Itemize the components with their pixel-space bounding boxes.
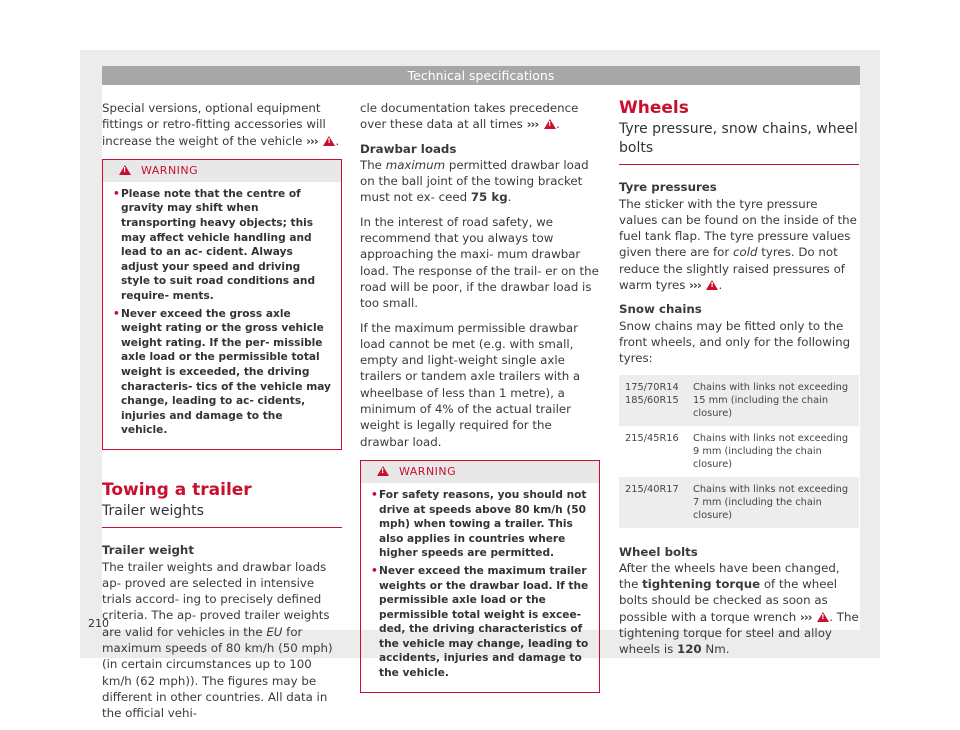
table-row (619, 477, 859, 528)
page-header: Technical specifications (102, 66, 860, 85)
page-number: 210 (88, 617, 109, 630)
trailer-weight-heading: Trailer weight (102, 543, 194, 558)
warning-item: • Never exceed the gross axle weight rating or the gross vehicle weight rating. If the per- missible axle load or the permissible total weight is exceeded, the driving characteris- tics of the vehicle may change, leading to ac- cidents, injuries and damage to the vehicle. (113, 307, 331, 438)
warning-triangle-icon (706, 280, 718, 290)
warning-header: ! WARNING (361, 461, 599, 483)
table-row (619, 426, 859, 477)
drawbar-heading: Drawbar loads (360, 141, 457, 156)
warning-box (360, 460, 600, 693)
cross-reference-arrow[interactable]: ››› (689, 278, 701, 293)
tyre-size-cell: 215/45R16 (619, 426, 687, 477)
tyre-pressures-heading: Tyre pressures (619, 180, 717, 195)
tyre-pressures-paragraph: The sticker with the tyre pressure values can be found on the inside of the fuel tank flap. The tyre pressure values given there are for cold tyres. Do not reduce the slightly raised pressures of warm tyres ››› ! . (619, 196, 859, 294)
warning-triangle-icon (544, 119, 556, 129)
trailer-weight-paragraph: The trailer weights and drawbar loads ap- proved are selected in intensive trials accord- ing to precisely defined criteria. The ap- proved trailer weights are valid for vehicles in the EU for maximum speeds of 80 km/h (50 mph) (in certain circumstances up to 100 km/h (62 mph)). The figures may be different in other countries. All data in the official vehi- (102, 559, 333, 721)
intro-paragraph: Special versions, optional equipment fittings or retro-fitting accessories will increase the weight of the vehicle ››› ! . (102, 100, 342, 149)
column-left (102, 100, 342, 730)
warning-body (103, 182, 341, 449)
warning-triangle-icon (817, 612, 829, 622)
section-title-towing: Towing a trailer (102, 479, 252, 500)
warning-triangle-icon (323, 136, 335, 146)
warning-triangle-icon (119, 165, 131, 175)
cross-reference-arrow[interactable]: ››› (799, 609, 812, 624)
column-right (619, 100, 859, 666)
section-subtitle-tyre: Tyre pressure, snow chains, wheel bolts (619, 120, 859, 165)
chain-spec-cell: Chains with links not exceeding 9 mm (including the chain closure) (687, 426, 859, 477)
continued-paragraph: cle documentation takes precedence over these data at all times ››› ! . (360, 100, 600, 133)
warning-header: ! WARNING (103, 160, 341, 182)
section-subtitle-trailer-weights: Trailer weights (102, 502, 342, 528)
table-row (619, 375, 859, 426)
warning-box (102, 159, 342, 450)
cross-reference-arrow[interactable]: ››› (526, 117, 539, 132)
warning-body (361, 483, 599, 692)
snow-chains-heading: Snow chains (619, 302, 702, 317)
minimum-load-paragraph: If the maximum permissible drawbar load cannot be met (e.g. with small, empty and light-weight single axle trailers or tandem axle trailers with a wheelbase of less than 1 metre), a minimum of 4% of the actual trailer weight is legally required for the drawbar load. (360, 320, 581, 449)
snow-chains-table (619, 375, 859, 528)
warning-item: • Please note that the centre of gravity may shift when transporting heavy objects; this may affect vehicle handling and lead to an ac- cident. Always adjust your speed and driving style to suit road conditions and require- ments. (113, 187, 331, 304)
chain-spec-cell: Chains with links not exceeding 15 mm (including the chain closure) (687, 375, 859, 426)
tyre-size-cell: 175/70R14 185/60R15 (619, 375, 687, 426)
section-title-wheels: Wheels (619, 98, 689, 118)
cross-reference-arrow[interactable]: ››› (306, 133, 318, 148)
tyre-size-cell: 215/40R17 (619, 477, 687, 528)
wheel-bolts-heading: Wheel bolts (619, 544, 698, 559)
snow-chains-paragraph: Snow chains may be fitted only to the front wheels, and only for the following tyres: (619, 318, 851, 366)
warning-item: • Never exceed the maximum trailer weights or the drawbar load. If the permissible axle load or the permissible total weight is excee- ded, the driving characteristics of the vehicle may change, leading to accidents, injuries and damage to the vehicle. (371, 564, 589, 681)
warning-item: • For safety reasons, you should not drive at speeds above 80 km/h (50 mph) when towing a trailer. This also applies in countries where higher speeds are permitted. (371, 488, 589, 561)
column-middle (360, 100, 600, 693)
recommendation-paragraph: In the interest of road safety, we recommend that you always tow approaching the maxi- mum drawbar load. The response of the trail- er on the road will be poor, if the drawbar load is too small. (360, 214, 599, 311)
drawbar-paragraph: The maximum permitted drawbar load on the ball joint of the towing bracket must not ex- ceed 75 kg. (360, 157, 589, 205)
wheel-bolts-paragraph: After the wheels have been changed, the tightening torque of the wheel bolts should be checked as soon as possible with a torque wrench ››› ! . The tightening torque for steel and alloy wheels is 120 Nm. (619, 560, 859, 658)
warning-triangle-icon (377, 466, 389, 476)
chain-spec-cell: Chains with links not exceeding 7 mm (including the chain closure) (687, 477, 859, 528)
